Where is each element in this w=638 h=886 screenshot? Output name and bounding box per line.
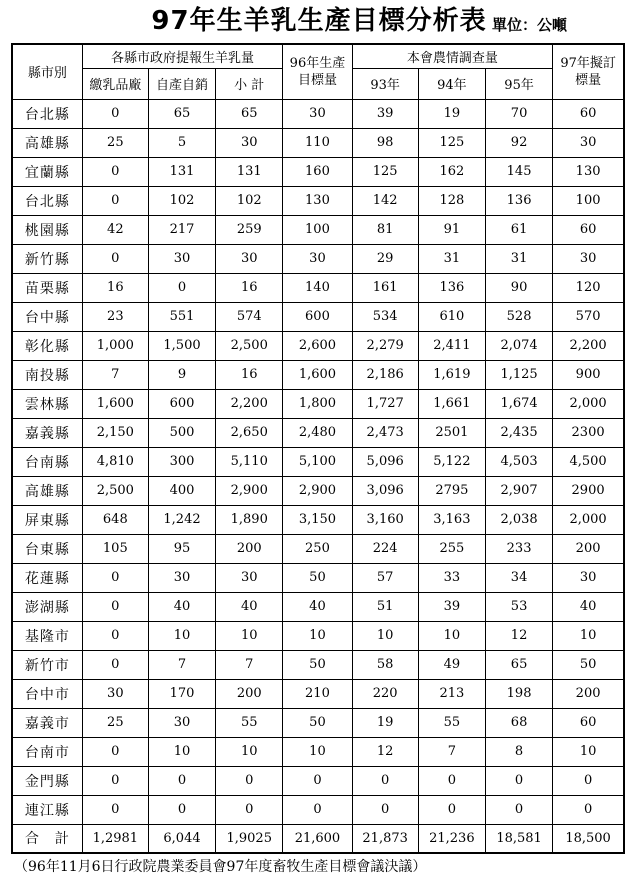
cell-self-sale: 30 (148, 563, 215, 592)
cell-subtotal: 2,500 (216, 331, 283, 360)
cell-subtotal: 1,890 (216, 505, 283, 534)
cell-target-96: 40 (283, 592, 352, 621)
cell-year-93: 19 (352, 708, 418, 737)
cell-target-96: 130 (283, 186, 352, 215)
cell-target-96: 2,900 (283, 476, 352, 505)
cell-year-94: 49 (418, 650, 485, 679)
cell-subtotal: 0 (216, 766, 283, 795)
cell-target-96: 10 (283, 737, 352, 766)
cell-year-94: 2501 (418, 418, 485, 447)
header-subtotal: 小 計 (216, 68, 283, 99)
cell-year-95: 70 (485, 99, 552, 128)
cell-year-95: 8 (485, 737, 552, 766)
cell-county: 宜蘭縣 (12, 157, 82, 186)
cell-target-96: 160 (283, 157, 352, 186)
cell-target-97: 200 (553, 679, 624, 708)
cell-year-95: 0 (485, 766, 552, 795)
cell-year-95: 136 (485, 186, 552, 215)
cell-county: 連江縣 (12, 795, 82, 824)
cell-target-96: 21,600 (283, 824, 352, 853)
cell-year-94: 0 (418, 795, 485, 824)
table-row (12, 679, 624, 708)
cell-year-94: 213 (418, 679, 485, 708)
cell-self-sale: 0 (148, 273, 215, 302)
cell-dairy-plant: 0 (82, 621, 148, 650)
cell-year-95: 34 (485, 563, 552, 592)
cell-year-94: 21,236 (418, 824, 485, 853)
cell-target-96: 30 (283, 99, 352, 128)
cell-self-sale: 0 (148, 766, 215, 795)
cell-year-94: 1,661 (418, 389, 485, 418)
cell-year-93: 5,096 (352, 447, 418, 476)
cell-target-96: 50 (283, 708, 352, 737)
cell-target-97: 2,200 (553, 331, 624, 360)
cell-year-93: 29 (352, 244, 418, 273)
cell-target-97: 60 (553, 708, 624, 737)
cell-year-93: 39 (352, 99, 418, 128)
cell-target-96: 2,480 (283, 418, 352, 447)
cell-year-93: 220 (352, 679, 418, 708)
table-row (12, 476, 624, 505)
cell-target-96: 250 (283, 534, 352, 563)
cell-dairy-plant: 105 (82, 534, 148, 563)
cell-year-94: 136 (418, 273, 485, 302)
cell-self-sale: 551 (148, 302, 215, 331)
table-row (12, 157, 624, 186)
cell-county: 金門縣 (12, 766, 82, 795)
cell-year-95: 90 (485, 273, 552, 302)
cell-subtotal: 102 (216, 186, 283, 215)
cell-year-95: 1,125 (485, 360, 552, 389)
table-row (12, 418, 624, 447)
cell-subtotal: 30 (216, 128, 283, 157)
cell-self-sale: 7 (148, 650, 215, 679)
cell-dairy-plant: 1,000 (82, 331, 148, 360)
cell-target-97: 570 (553, 302, 624, 331)
cell-target-96: 2,600 (283, 331, 352, 360)
cell-dairy-plant: 16 (82, 273, 148, 302)
cell-self-sale: 30 (148, 708, 215, 737)
cell-self-sale: 5 (148, 128, 215, 157)
cell-year-93: 21,873 (352, 824, 418, 853)
cell-year-93: 0 (352, 795, 418, 824)
table-row (12, 766, 624, 795)
cell-county: 苗栗縣 (12, 273, 82, 302)
cell-subtotal: 2,200 (216, 389, 283, 418)
cell-subtotal: 131 (216, 157, 283, 186)
table-row (12, 621, 624, 650)
cell-year-95: 1,674 (485, 389, 552, 418)
cell-year-95: 53 (485, 592, 552, 621)
cell-target-96: 50 (283, 650, 352, 679)
cell-year-93: 98 (352, 128, 418, 157)
cell-target-97: 2300 (553, 418, 624, 447)
cell-county: 嘉義市 (12, 708, 82, 737)
cell-dairy-plant: 23 (82, 302, 148, 331)
cell-self-sale: 300 (148, 447, 215, 476)
cell-dairy-plant: 1,600 (82, 389, 148, 418)
cell-subtotal: 2,900 (216, 476, 283, 505)
cell-self-sale: 9 (148, 360, 215, 389)
table-row (12, 99, 624, 128)
cell-target-97: 30 (553, 563, 624, 592)
cell-year-93: 12 (352, 737, 418, 766)
cell-dairy-plant: 2,150 (82, 418, 148, 447)
table-row (12, 244, 624, 273)
cell-year-94: 39 (418, 592, 485, 621)
total-row (12, 824, 624, 853)
cell-year-94: 162 (418, 157, 485, 186)
table-row (12, 302, 624, 331)
header-year-95: 95年 (485, 68, 552, 99)
footnote: （96年11月6日行政院農業委員會97年度畜牧生產目標會議決議） (14, 859, 427, 875)
cell-year-93: 142 (352, 186, 418, 215)
cell-subtotal: 5,110 (216, 447, 283, 476)
cell-year-95: 145 (485, 157, 552, 186)
cell-self-sale: 10 (148, 737, 215, 766)
cell-year-94: 19 (418, 99, 485, 128)
cell-county: 基隆市 (12, 621, 82, 650)
cell-year-93: 3,096 (352, 476, 418, 505)
cell-county: 台南市 (12, 737, 82, 766)
cell-year-95: 233 (485, 534, 552, 563)
cell-dairy-plant: 30 (82, 679, 148, 708)
cell-year-93: 161 (352, 273, 418, 302)
cell-target-97: 2,000 (553, 389, 624, 418)
cell-self-sale: 1,500 (148, 331, 215, 360)
header-target-97 (553, 44, 624, 99)
cell-target-97: 130 (553, 157, 624, 186)
cell-year-94: 128 (418, 186, 485, 215)
cell-dairy-plant: 0 (82, 157, 148, 186)
cell-target-96: 0 (283, 766, 352, 795)
cell-target-97: 200 (553, 534, 624, 563)
cell-self-sale: 170 (148, 679, 215, 708)
cell-target-97: 50 (553, 650, 624, 679)
cell-county: 雲林縣 (12, 389, 82, 418)
table-row (12, 215, 624, 244)
cell-dairy-plant: 0 (82, 766, 148, 795)
cell-subtotal: 30 (216, 563, 283, 592)
cell-dairy-plant: 648 (82, 505, 148, 534)
cell-subtotal: 1,9025 (216, 824, 283, 853)
cell-subtotal: 10 (216, 621, 283, 650)
cell-subtotal: 2,650 (216, 418, 283, 447)
header-dairy-plant: 繳乳品廠 (82, 68, 148, 99)
cell-year-93: 10 (352, 621, 418, 650)
cell-dairy-plant: 0 (82, 592, 148, 621)
cell-year-93: 1,727 (352, 389, 418, 418)
cell-county: 台中縣 (12, 302, 82, 331)
cell-year-93: 58 (352, 650, 418, 679)
table-row (12, 563, 624, 592)
cell-self-sale: 102 (148, 186, 215, 215)
cell-self-sale: 1,242 (148, 505, 215, 534)
table-row (12, 273, 624, 302)
unit-label: 單位：公噸 (492, 16, 568, 34)
cell-target-96: 1,600 (283, 360, 352, 389)
cell-dairy-plant: 0 (82, 795, 148, 824)
cell-year-95: 2,074 (485, 331, 552, 360)
header-target-96 (283, 44, 352, 99)
cell-target-97: 10 (553, 737, 624, 766)
cell-year-93: 125 (352, 157, 418, 186)
cell-year-94: 10 (418, 621, 485, 650)
cell-target-96: 10 (283, 621, 352, 650)
cell-county: 花蓮縣 (12, 563, 82, 592)
data-table (11, 43, 625, 854)
cell-year-93: 534 (352, 302, 418, 331)
cell-self-sale: 400 (148, 476, 215, 505)
cell-target-97: 40 (553, 592, 624, 621)
table-row (12, 331, 624, 360)
cell-county: 台北縣 (12, 99, 82, 128)
cell-county: 澎湖縣 (12, 592, 82, 621)
cell-target-96: 3,150 (283, 505, 352, 534)
cell-year-93: 0 (352, 766, 418, 795)
cell-dairy-plant: 4,810 (82, 447, 148, 476)
table-row (12, 389, 624, 418)
header-reported-group: 各縣市政府提報生羊乳量 (82, 44, 283, 68)
header-target-96-line1: 96年生產 (289, 55, 346, 71)
cell-target-97: 30 (553, 128, 624, 157)
page-title: 97年生羊乳生產目標分析表 (151, 6, 487, 36)
cell-target-97: 60 (553, 215, 624, 244)
cell-year-95: 18,581 (485, 824, 552, 853)
table-row (12, 128, 624, 157)
table-row (12, 186, 624, 215)
cell-county: 台中市 (12, 679, 82, 708)
cell-target-96: 210 (283, 679, 352, 708)
cell-self-sale: 500 (148, 418, 215, 447)
cell-year-95: 12 (485, 621, 552, 650)
cell-subtotal: 65 (216, 99, 283, 128)
header-year-94: 94年 (418, 68, 485, 99)
cell-self-sale: 95 (148, 534, 215, 563)
cell-year-94: 33 (418, 563, 485, 592)
cell-subtotal: 200 (216, 679, 283, 708)
table-row (12, 505, 624, 534)
cell-year-95: 2,435 (485, 418, 552, 447)
cell-county: 高雄縣 (12, 128, 82, 157)
header-survey-group: 本會農情調查量 (352, 44, 553, 68)
cell-year-94: 255 (418, 534, 485, 563)
cell-subtotal: 0 (216, 795, 283, 824)
cell-target-97: 18,500 (553, 824, 624, 853)
cell-dairy-plant: 1,2981 (82, 824, 148, 853)
cell-dairy-plant: 25 (82, 708, 148, 737)
cell-dairy-plant: 42 (82, 215, 148, 244)
cell-year-94: 5,122 (418, 447, 485, 476)
cell-year-95: 2,038 (485, 505, 552, 534)
header-target-97-line1: 97年擬訂 (560, 55, 616, 71)
table-row (12, 737, 624, 766)
cell-target-96: 30 (283, 244, 352, 273)
cell-target-97: 0 (553, 795, 624, 824)
cell-self-sale: 6,044 (148, 824, 215, 853)
cell-year-95: 61 (485, 215, 552, 244)
cell-year-94: 125 (418, 128, 485, 157)
cell-year-94: 55 (418, 708, 485, 737)
header-target-96-line2: 目標量 (297, 72, 337, 88)
cell-dairy-plant: 2,500 (82, 476, 148, 505)
cell-target-96: 110 (283, 128, 352, 157)
cell-county: 台南縣 (12, 447, 82, 476)
cell-year-95: 92 (485, 128, 552, 157)
cell-self-sale: 40 (148, 592, 215, 621)
cell-target-97: 2,000 (553, 505, 624, 534)
cell-year-94: 610 (418, 302, 485, 331)
cell-target-96: 1,800 (283, 389, 352, 418)
table-row (12, 447, 624, 476)
cell-year-93: 224 (352, 534, 418, 563)
cell-county: 嘉義縣 (12, 418, 82, 447)
table-row (12, 592, 624, 621)
cell-subtotal: 574 (216, 302, 283, 331)
cell-year-95: 4,503 (485, 447, 552, 476)
table-row (12, 360, 624, 389)
header-self-sale: 自產自銷 (148, 68, 215, 99)
cell-target-96: 0 (283, 795, 352, 824)
cell-year-94: 31 (418, 244, 485, 273)
cell-subtotal: 200 (216, 534, 283, 563)
header-year-93: 93年 (352, 68, 418, 99)
cell-year-95: 0 (485, 795, 552, 824)
cell-self-sale: 600 (148, 389, 215, 418)
cell-target-97: 120 (553, 273, 624, 302)
cell-year-95: 31 (485, 244, 552, 273)
cell-target-97: 30 (553, 244, 624, 273)
cell-target-96: 600 (283, 302, 352, 331)
cell-county: 台東縣 (12, 534, 82, 563)
cell-county: 新竹縣 (12, 244, 82, 273)
cell-subtotal: 40 (216, 592, 283, 621)
cell-county: 桃園縣 (12, 215, 82, 244)
cell-subtotal: 55 (216, 708, 283, 737)
cell-target-97: 0 (553, 766, 624, 795)
cell-county: 台北縣 (12, 186, 82, 215)
table-row (12, 534, 624, 563)
cell-dairy-plant: 0 (82, 99, 148, 128)
cell-county: 高雄縣 (12, 476, 82, 505)
cell-target-97: 900 (553, 360, 624, 389)
cell-subtotal: 30 (216, 244, 283, 273)
cell-year-94: 2795 (418, 476, 485, 505)
cell-dairy-plant: 0 (82, 563, 148, 592)
cell-year-95: 2,907 (485, 476, 552, 505)
cell-county: 合 計 (12, 824, 82, 853)
cell-self-sale: 217 (148, 215, 215, 244)
cell-dairy-plant: 7 (82, 360, 148, 389)
header-target-97-line2: 標量 (575, 72, 602, 88)
cell-self-sale: 65 (148, 99, 215, 128)
cell-year-93: 51 (352, 592, 418, 621)
table-row (12, 795, 624, 824)
cell-year-95: 65 (485, 650, 552, 679)
table-body (12, 99, 624, 853)
cell-year-94: 2,411 (418, 331, 485, 360)
cell-year-95: 198 (485, 679, 552, 708)
cell-subtotal: 7 (216, 650, 283, 679)
cell-target-96: 100 (283, 215, 352, 244)
cell-dairy-plant: 0 (82, 186, 148, 215)
cell-dairy-plant: 0 (82, 650, 148, 679)
cell-subtotal: 259 (216, 215, 283, 244)
cell-year-94: 91 (418, 215, 485, 244)
cell-year-93: 3,160 (352, 505, 418, 534)
cell-county: 南投縣 (12, 360, 82, 389)
table-row (12, 708, 624, 737)
cell-year-94: 1,619 (418, 360, 485, 389)
cell-subtotal: 10 (216, 737, 283, 766)
cell-year-93: 81 (352, 215, 418, 244)
cell-target-97: 2900 (553, 476, 624, 505)
header-county: 縣市別 (12, 44, 82, 99)
cell-target-96: 140 (283, 273, 352, 302)
cell-subtotal: 16 (216, 273, 283, 302)
cell-target-97: 100 (553, 186, 624, 215)
cell-year-94: 3,163 (418, 505, 485, 534)
cell-target-96: 5,100 (283, 447, 352, 476)
cell-year-93: 2,279 (352, 331, 418, 360)
cell-dairy-plant: 25 (82, 128, 148, 157)
cell-year-93: 2,473 (352, 418, 418, 447)
cell-target-96: 50 (283, 563, 352, 592)
cell-subtotal: 16 (216, 360, 283, 389)
cell-self-sale: 0 (148, 795, 215, 824)
table-row (12, 650, 624, 679)
cell-target-97: 60 (553, 99, 624, 128)
cell-dairy-plant: 0 (82, 737, 148, 766)
cell-county: 屏東縣 (12, 505, 82, 534)
cell-year-93: 2,186 (352, 360, 418, 389)
cell-target-97: 4,500 (553, 447, 624, 476)
cell-county: 新竹市 (12, 650, 82, 679)
cell-self-sale: 10 (148, 621, 215, 650)
cell-self-sale: 30 (148, 244, 215, 273)
cell-year-94: 0 (418, 766, 485, 795)
cell-year-95: 68 (485, 708, 552, 737)
cell-target-97: 10 (553, 621, 624, 650)
cell-year-94: 7 (418, 737, 485, 766)
cell-dairy-plant: 0 (82, 244, 148, 273)
cell-county: 彰化縣 (12, 331, 82, 360)
cell-year-93: 57 (352, 563, 418, 592)
cell-year-95: 528 (485, 302, 552, 331)
cell-self-sale: 131 (148, 157, 215, 186)
